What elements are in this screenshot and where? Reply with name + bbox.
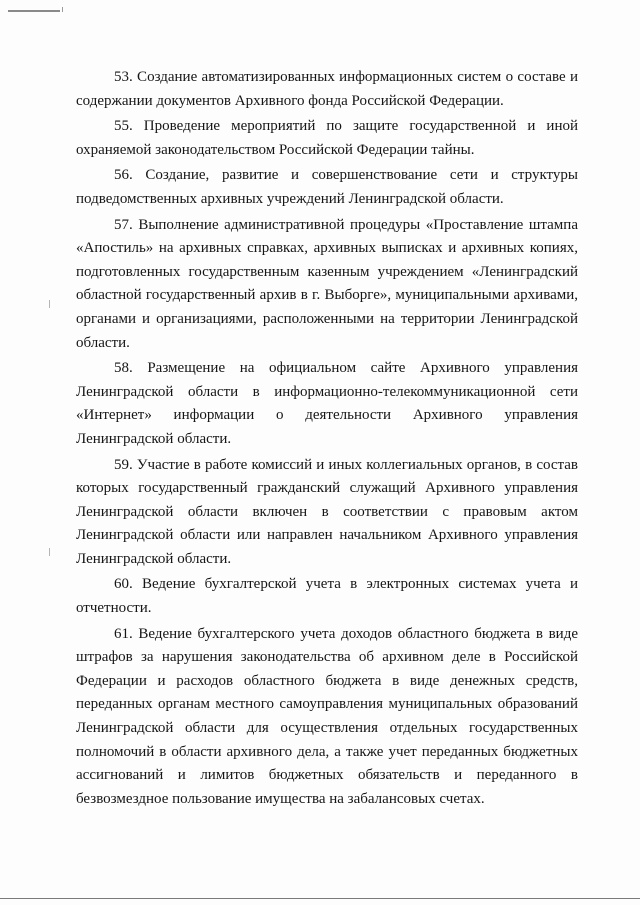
scan-mark-edge (49, 548, 50, 556)
paragraph-58: 58. Размещение на официальном сайте Архивного управления Ленинградской области в информационно-телекоммуникационной сети «Интернет» информации о деятельности Архивного управления Ленинградской области. (76, 360, 578, 447)
paragraph-55: 55. Проведение мероприятий по защите государственной и иной охраняемой законодательством Российской Федерации тайны. (76, 118, 578, 158)
scan-mark-bottom (0, 898, 640, 899)
paragraph-57: 57. Выполнение административной процедуры «Проставление штампа «Апостиль» на архивных справках, архивных выписках и архивных копиях, подготовленных государственным казенным учреждением «Ленинградский областной государственный архив в г. Выборге», муниципальными архивами, органами и организациями, расположенными на территории Ленинградской области. (76, 216, 578, 351)
paragraph-60: 60. Ведение бухгалтерской учета в электронных системах учета и отчетности. (76, 576, 578, 617)
scan-mark-edge (49, 300, 50, 308)
document-body (76, 66, 578, 811)
scan-mark-tick (62, 7, 63, 12)
paragraph-53: 53. Создание автоматизированных информационных систем о составе и содержании документов Архивного фонда Российской Федерации. (76, 69, 578, 109)
paragraph-59: 59. Участие в работе комиссий и иных коллегиальных органов, в состав которых государственный гражданский служащий Архивного управления Ленинградской области включен в соответствии с правовым актом Ленинградской области или направлен начальником Архивного управления Ленинградской области. (76, 456, 578, 567)
paragraph-56: 56. Создание, развитие и совершенствование сети и структуры подведомственных архивных учреждений Ленинградской области. (76, 167, 578, 207)
scan-mark-top (8, 10, 60, 12)
paragraph-61: 61. Ведение бухгалтерского учета доходов областного бюджета в виде штрафов за нарушения законодательства об архивном деле в Российской Федерации и расходов областного бюджета в виде денежных средств, переданных органам местного самоуправления муниципальных образований Ленинградской области для осуществления отдельных государственных полномочий в области архивного дела, а также учет переданных бюджетных ассигнований и лимитов бюджетных обязательств и переданного в безвозмездное пользование имущества на забалансовых счетах. (76, 625, 578, 807)
